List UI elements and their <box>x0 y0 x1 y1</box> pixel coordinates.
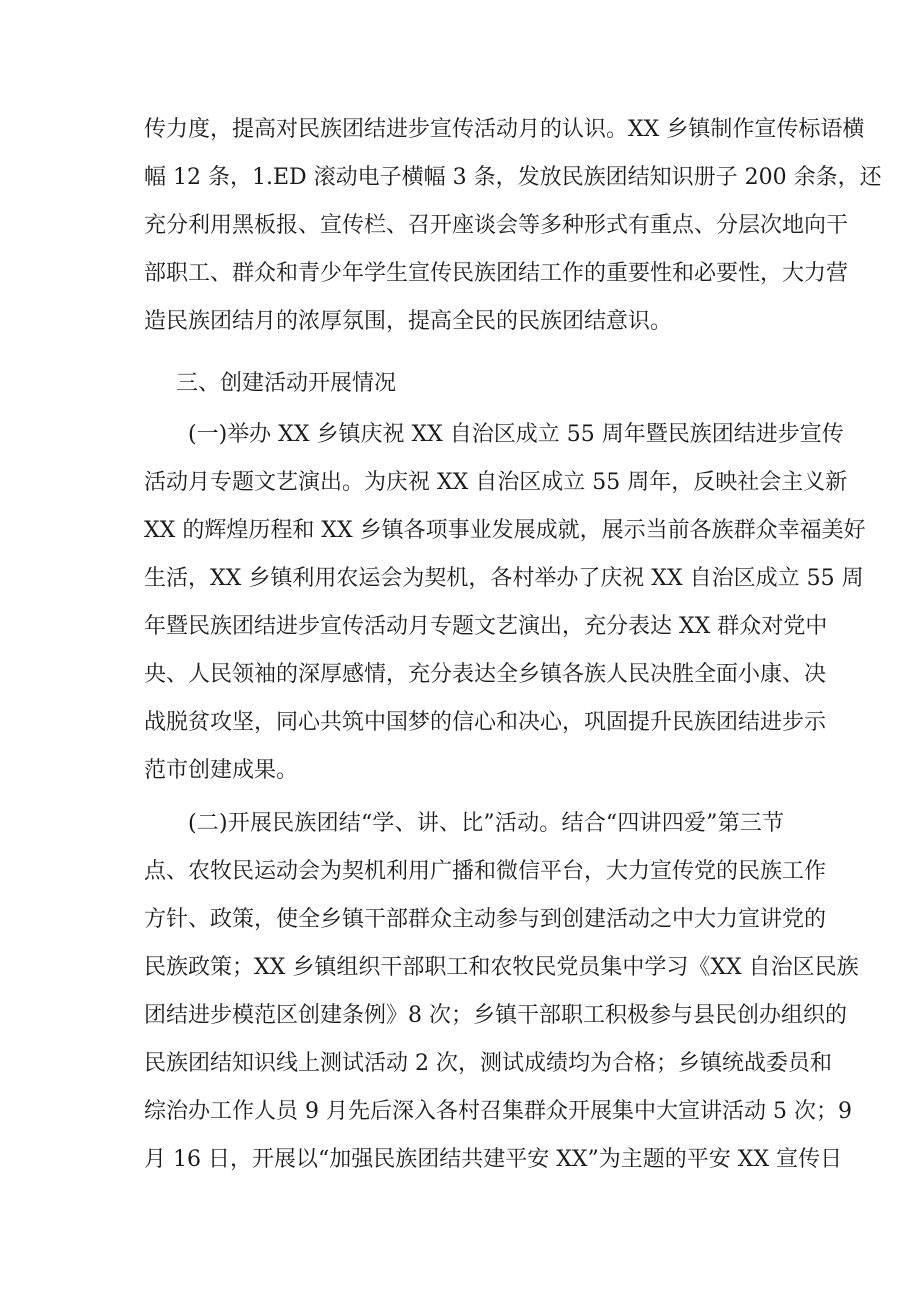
paragraph-3-line-2: 点、农牧民运动会为契机利用广播和微信平台，大力宣传党的民族工作 <box>144 859 827 884</box>
paragraph-3-line-1: (二)开展民族团结“学、讲、比”活动。结合“四讲四爱”第三节 <box>188 811 784 836</box>
section-heading-3: 三、创建活动开展情况 <box>176 371 397 396</box>
paragraph-2-line-3: XX 的辉煌历程和 XX 乡镇各项事业发展成就，展示当前各族群众幸福美好 <box>144 518 866 543</box>
paragraph-2-line-4: 生活，XX 乡镇利用农运会为契机，各村举办了庆祝 XX 自治区成立 55 周 <box>144 566 864 591</box>
paragraph-1-line-2: 幅 12 条，1.ED 滚动电子横幅 3 条，发放民族团结知识册子 200 余条，还 <box>144 165 882 190</box>
paragraph-2-line-6: 央、人民领袖的深厚感情，充分表达全乡镇各族人民决胜全面小康、决 <box>144 662 827 687</box>
paragraph-2-line-1: (一)举办 XX 乡镇庆祝 XX 自治区成立 55 周年暨民族团结进步宣传 <box>188 422 844 447</box>
paragraph-2-line-7: 战脱贫攻坚，同心共筑中国梦的信心和决心，巩固提升民族团结进步示 <box>144 710 827 735</box>
paragraph-2-line-5: 年暨民族团结进步宣传活动月专题文艺演出，充分表达 XX 群众对党中 <box>144 614 828 639</box>
paragraph-1-line-5: 造民族团结月的浓厚氛围，提高全民的民族团结意识。 <box>144 309 673 334</box>
paragraph-3-line-5: 团结进步模范区创建条例》8 次；乡镇干部职工积极参与县民创办组织的 <box>144 1003 847 1028</box>
paragraph-3-line-6: 民族团结知识线上测试活动 2 次，测试成绩均为合格；乡镇统战委员和 <box>144 1051 832 1076</box>
paragraph-1-line-1: 传力度，提高对民族团结进步宣传活动月的认识。XX 乡镇制作宣传标语横 <box>144 117 865 142</box>
paragraph-3-line-8: 月 16 日，开展以“加强民族团结共建平安 XX”为主题的平安 XX 宣传日 <box>144 1147 843 1172</box>
paragraph-2-line-8: 范市创建成果。 <box>144 758 299 783</box>
paragraph-1-line-4: 部职工、群众和青少年学生宣传民族团结工作的重要性和必要性，大力营 <box>144 261 849 286</box>
paragraph-2-line-2: 活动月专题文艺演出。为庆祝 XX 自治区成立 55 周年，反映社会主义新 <box>144 470 848 495</box>
paragraph-1-line-3: 充分利用黑板报、宣传栏、召开座谈会等多种形式有重点、分层次地向干 <box>144 213 849 238</box>
paragraph-3-line-7: 综治办工作人员 9 月先后深入各村召集群众开展集中大宣讲活动 5 次；9 <box>144 1099 852 1124</box>
paragraph-3-line-3: 方针、政策，使全乡镇干部群众主动参与到创建活动之中大力宣讲党的 <box>144 907 827 932</box>
paragraph-3-line-4: 民族政策；XX 乡镇组织干部职工和农牧民党员集中学习《XX 自治区民族 <box>144 955 859 980</box>
